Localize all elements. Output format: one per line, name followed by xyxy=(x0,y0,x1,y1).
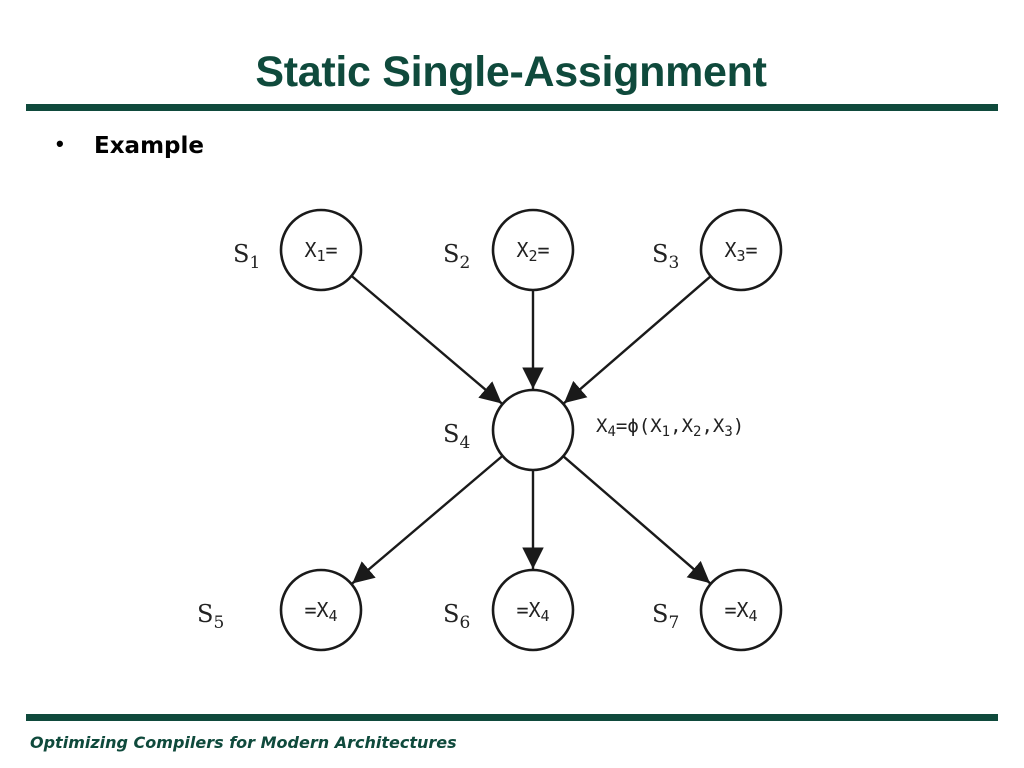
edge-S3-S4 xyxy=(564,276,711,403)
node-text-S6: $=X_4$ xyxy=(516,598,550,625)
node-text-S7: $=X_4$ xyxy=(724,598,758,625)
node-label-S3: $S_3$ xyxy=(652,240,680,273)
node-text-S2: $X_2=$ xyxy=(516,238,550,265)
footer-divider xyxy=(26,714,998,721)
bullet-dot-icon: • xyxy=(56,131,64,156)
slide-title: Static Single-Assignment xyxy=(255,48,767,96)
node-label-S7: $S_7$ xyxy=(652,600,680,633)
node-text-S5: $=X_4$ xyxy=(304,598,338,625)
footer-text: Optimizing Compilers for Modern Architectures xyxy=(30,733,457,752)
bullet-text: Example xyxy=(94,133,204,159)
node-label-S1: $S_1$ xyxy=(233,240,261,273)
node-text-S1: $X_1=$ xyxy=(304,238,338,265)
node-S4 xyxy=(493,390,573,470)
node-label-S6: $S_6$ xyxy=(443,600,471,633)
edge-S4-S5 xyxy=(352,456,502,584)
edge-S4-S7 xyxy=(563,456,710,583)
phi-annotation: $X_4=\phi(X_1,X_2,X_3)$ xyxy=(596,415,745,440)
node-label-S2: $S_2$ xyxy=(443,240,471,273)
node-text-S3: $X_3=$ xyxy=(724,238,758,265)
node-label-S5: $S_5$ xyxy=(197,600,225,633)
node-label-S4: $S_4$ xyxy=(443,420,471,453)
edge-S1-S4 xyxy=(351,276,501,404)
